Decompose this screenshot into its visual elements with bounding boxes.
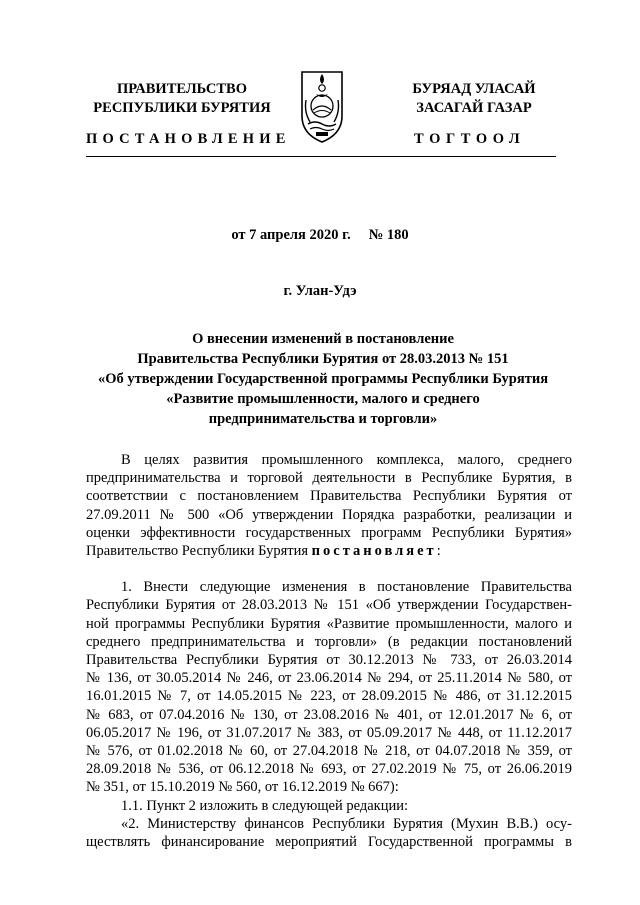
body-line: 06.05.2017 № 196, от 31.07.2017 № 383, от 05.09.2017 № 448, от 11.12.2017 <box>86 724 572 741</box>
body-line: ществлять финансирование мероприятий Государственной программы в <box>86 834 572 851</box>
body-line: соответствии с постановлением Правительства Республики Бурятия от <box>86 488 572 505</box>
body-line: ной программы Республики Бурятия «Развитие промышленности, малого и <box>86 615 572 632</box>
header-left-line1: ПРАВИТЕЛЬСТВО <box>117 81 247 97</box>
title-line: «Развитие промышленности, малого и среднего <box>166 391 480 407</box>
body-line: 1. Внести следующие изменения в постановление Правительства <box>121 579 572 596</box>
body-line: № 683, от 07.04.2016 № 130, от 23.08.2016 № 401, от 12.01.2017 № 6, от <box>86 706 572 723</box>
paragraph-gap <box>86 560 572 578</box>
date-number-line <box>0 227 640 244</box>
body-line: № 576, от 01.02.2018 № 60, от 27.04.2018 № 218, от 04.07.2018 № 359, от <box>86 743 572 760</box>
city: г. Улан-Удэ <box>283 283 357 299</box>
body-line: № 136, от 30.05.2014 № 246, от 23.06.2014 № 294, от 25.11.2014 № 580, от <box>86 670 572 687</box>
header-left-line2: РЕСПУБЛИКИ БУРЯТИЯ <box>93 100 271 116</box>
title-line: «Об утверждении Государственной программы Республики Бурятия <box>97 371 549 387</box>
body-line: 1.1. Пункт 2 изложить в следующей редакции: <box>121 797 409 814</box>
body-line: 28.09.2018 № 536, от 06.12.2018 № 693, от 27.02.2019 № 75, от 26.06.2019 <box>86 761 572 778</box>
document-date: от 7 апреля 2020 г. <box>231 227 351 243</box>
body-line: 16.01.2015 № 7, от 14.05.2015 № 223, от 28.09.2015 № 486, от 31.12.2015 <box>86 688 572 705</box>
body-line: Республики Бурятия от 28.03.2013 № 151 «Об утверждении Государствен- <box>86 597 572 614</box>
document-title <box>90 329 556 429</box>
resolves-prefix: Правительство Республики Бурятия <box>86 543 309 560</box>
body-line: оценки эффективности государственных программ Республики Бурятия» <box>86 524 572 541</box>
body-line: предпринимательства и торговой деятельности в Республике Бурятия, в <box>86 470 572 487</box>
title-line: предпринимательства и торговли» <box>208 411 438 427</box>
body-line: «2. Министерству финансов Республики Бурятия (Мухин В.В.) осу- <box>121 815 572 832</box>
title-line: О внесении изменений в постановление <box>192 331 454 347</box>
header-right <box>392 80 556 118</box>
resolves-suffix: : <box>436 543 441 560</box>
body-line: 27.09.2011 № 500 «Об утверждении Порядка разработки, реализации и <box>86 506 572 523</box>
document-number: № 180 <box>368 227 409 243</box>
resolves-word: постановляет <box>311 543 437 560</box>
doc-type-left: ПОСТАНОВЛЕНИЕ <box>86 131 291 147</box>
body-line: Правительства Республики Бурятия от 30.12.2013 № 733, от 26.03.2014 <box>86 652 572 669</box>
header-right-line2: ЗАСАГАЙ ГАЗАР <box>416 100 532 116</box>
title-line: Правительства Республики Бурятия от 28.03.2013 № 151 <box>137 351 509 367</box>
document-body <box>86 451 572 851</box>
body-line: № 351, от 15.10.2019 № 560, от 16.12.2019 № 667): <box>86 779 399 796</box>
buryatia-coat-of-arms-icon <box>296 66 348 146</box>
header-left <box>84 80 280 118</box>
header-divider <box>86 156 556 157</box>
doc-type-right: ТОГТООЛ <box>414 131 526 147</box>
body-line: В целях развития промышленного комплекса, малого, среднего <box>121 452 572 468</box>
body-line: среднего предпринимательства и торговли» (в редакции постановлений <box>86 633 572 650</box>
header-right-line1: БУРЯАД УЛАСАЙ <box>412 81 536 97</box>
body-line-resolves <box>86 542 572 560</box>
